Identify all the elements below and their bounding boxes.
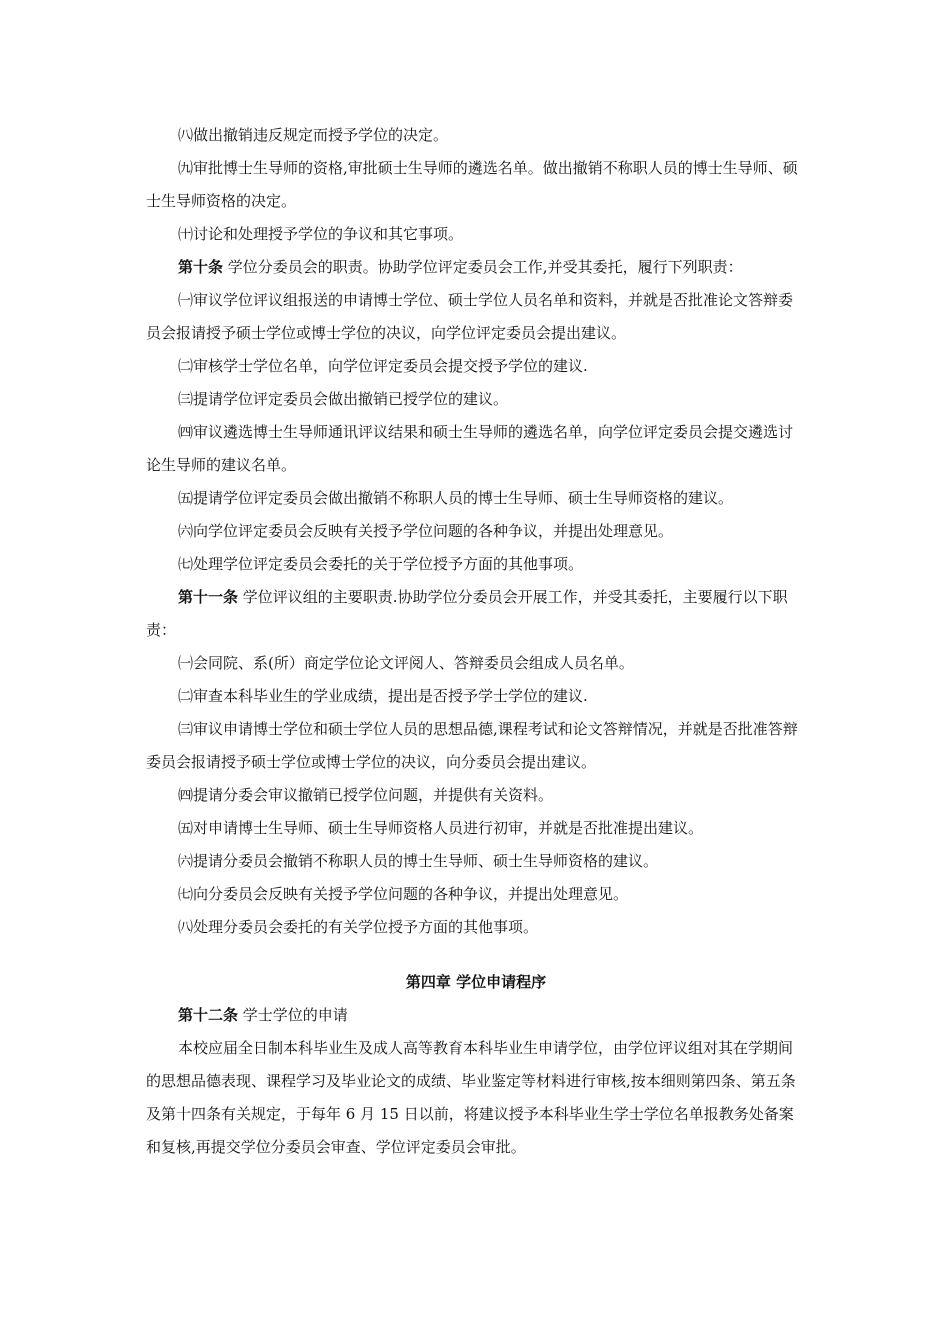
article-10-item: ㈦处理学位评定委员会委托的关于学位授予方面的其他事项。 <box>178 555 584 573</box>
article-11-item: ㈦向分委员会反映有关授予学位问题的各种争议，并提出处理意见。 <box>178 885 629 903</box>
article-12-label: 第十二条 <box>178 1006 239 1024</box>
article-11 <box>146 581 806 647</box>
article-10-item: ㈢提请学位评定委员会做出撤销已授学位的建议。 <box>178 390 509 408</box>
article-10-item: ㈡审核学士学位名单，向学位评定委员会提交授予学位的建议. <box>178 357 588 375</box>
article-10-text: 学位分委员会的职责。协助学位评定委员会工作,并受其委托，履行下列职责： <box>227 258 743 276</box>
article-11-text: 学位评议组的主要职责.协助学位分委员会开展工作，并受其委托，主要履行以下职责： <box>146 588 788 639</box>
article-11-item: ㈠会同院、系(所）商定学位论文评阅人、答辩委员会组成人员名单。 <box>178 654 634 672</box>
article-11-item: ㈤对申请博士生导师、硕士生导师资格人员进行初审，并就是否批准提出建议。 <box>178 819 704 837</box>
article-10-item: ㈠审议学位评议组报送的申请博士学位、硕士学位人员名单和资料，并就是否批准论文答辩委员会报请授予硕士学位或博士学位的决议，向学位评定委员会提出建议。 <box>146 291 794 342</box>
document-body <box>146 119 806 1164</box>
article-11-item: ㈢审议申请博士学位和硕士学位人员的思想品德,课程考试和论文答辩情况，并就是否批准答辩委员会报请授予硕士学位或博士学位的决议，向分委员会提出建议。 <box>146 720 798 771</box>
article-11-item: ㈡审查本科毕业生的学业成绩，提出是否授予学士学位的建议. <box>178 687 588 705</box>
article-10-item: ㈤提请学位评定委员会做出撤销不称职人员的博士生导师、硕士生导师资格的建议。 <box>178 489 734 507</box>
article-10-label: 第十条 <box>178 258 224 276</box>
paragraph-item-9: ㈨审批博士生导师的资格,审批硕士生导师的遴选名单。做出撤销不称职人员的博士生导师、硕士生导师资格的决定。 <box>146 159 798 210</box>
paragraph-item-8: ㈧做出撤销违反规定而授予学位的决定。 <box>178 126 449 144</box>
section-gap <box>146 944 806 966</box>
article-10 <box>146 251 806 284</box>
article-11-item: ㈧处理分委员会委托的有关学位授予方面的其他事项。 <box>178 918 539 936</box>
article-12 <box>146 999 806 1032</box>
article-10-item: ㈣审议遴选博士生导师通讯评议结果和硕士生导师的遴选名单，向学位评定委员会提交遴选讨论生导师的建议名单。 <box>146 423 794 474</box>
paragraph-item-10: ㈩讨论和处理授予学位的争议和其它事项。 <box>178 225 464 243</box>
article-11-label: 第十一条 <box>178 588 239 606</box>
article-12-text: 学士学位的申请 <box>242 1006 348 1024</box>
article-10-item: ㈥向学位评定委员会反映有关授予学位问题的各种争议，并提出处理意见。 <box>178 522 674 540</box>
article-11-item: ㈥提请分委员会撤销不称职人员的博士生导师、硕士生导师资格的建议。 <box>178 852 659 870</box>
article-11-item: ㈣提请分委会审议撤销已授学位问题，并提供有关资料。 <box>178 786 554 804</box>
chapter-title: 第四章 学位申请程序 <box>405 973 547 991</box>
article-12-body: 本校应届全日制本科毕业生及成人高等教育本科毕业生申请学位，由学位评议组对其在学期间的思想品德表现、课程学习及毕业论文的成绩、毕业鉴定等材料进行审核,按本细则第四条、第五条及第十四条有关规定，于每年 6 月 15 日以前，将建议授予本科毕业生学士学位名单报教务处备案和复核,再提交学位分委员会审查、学位评定委员会审批。 <box>146 1039 796 1156</box>
